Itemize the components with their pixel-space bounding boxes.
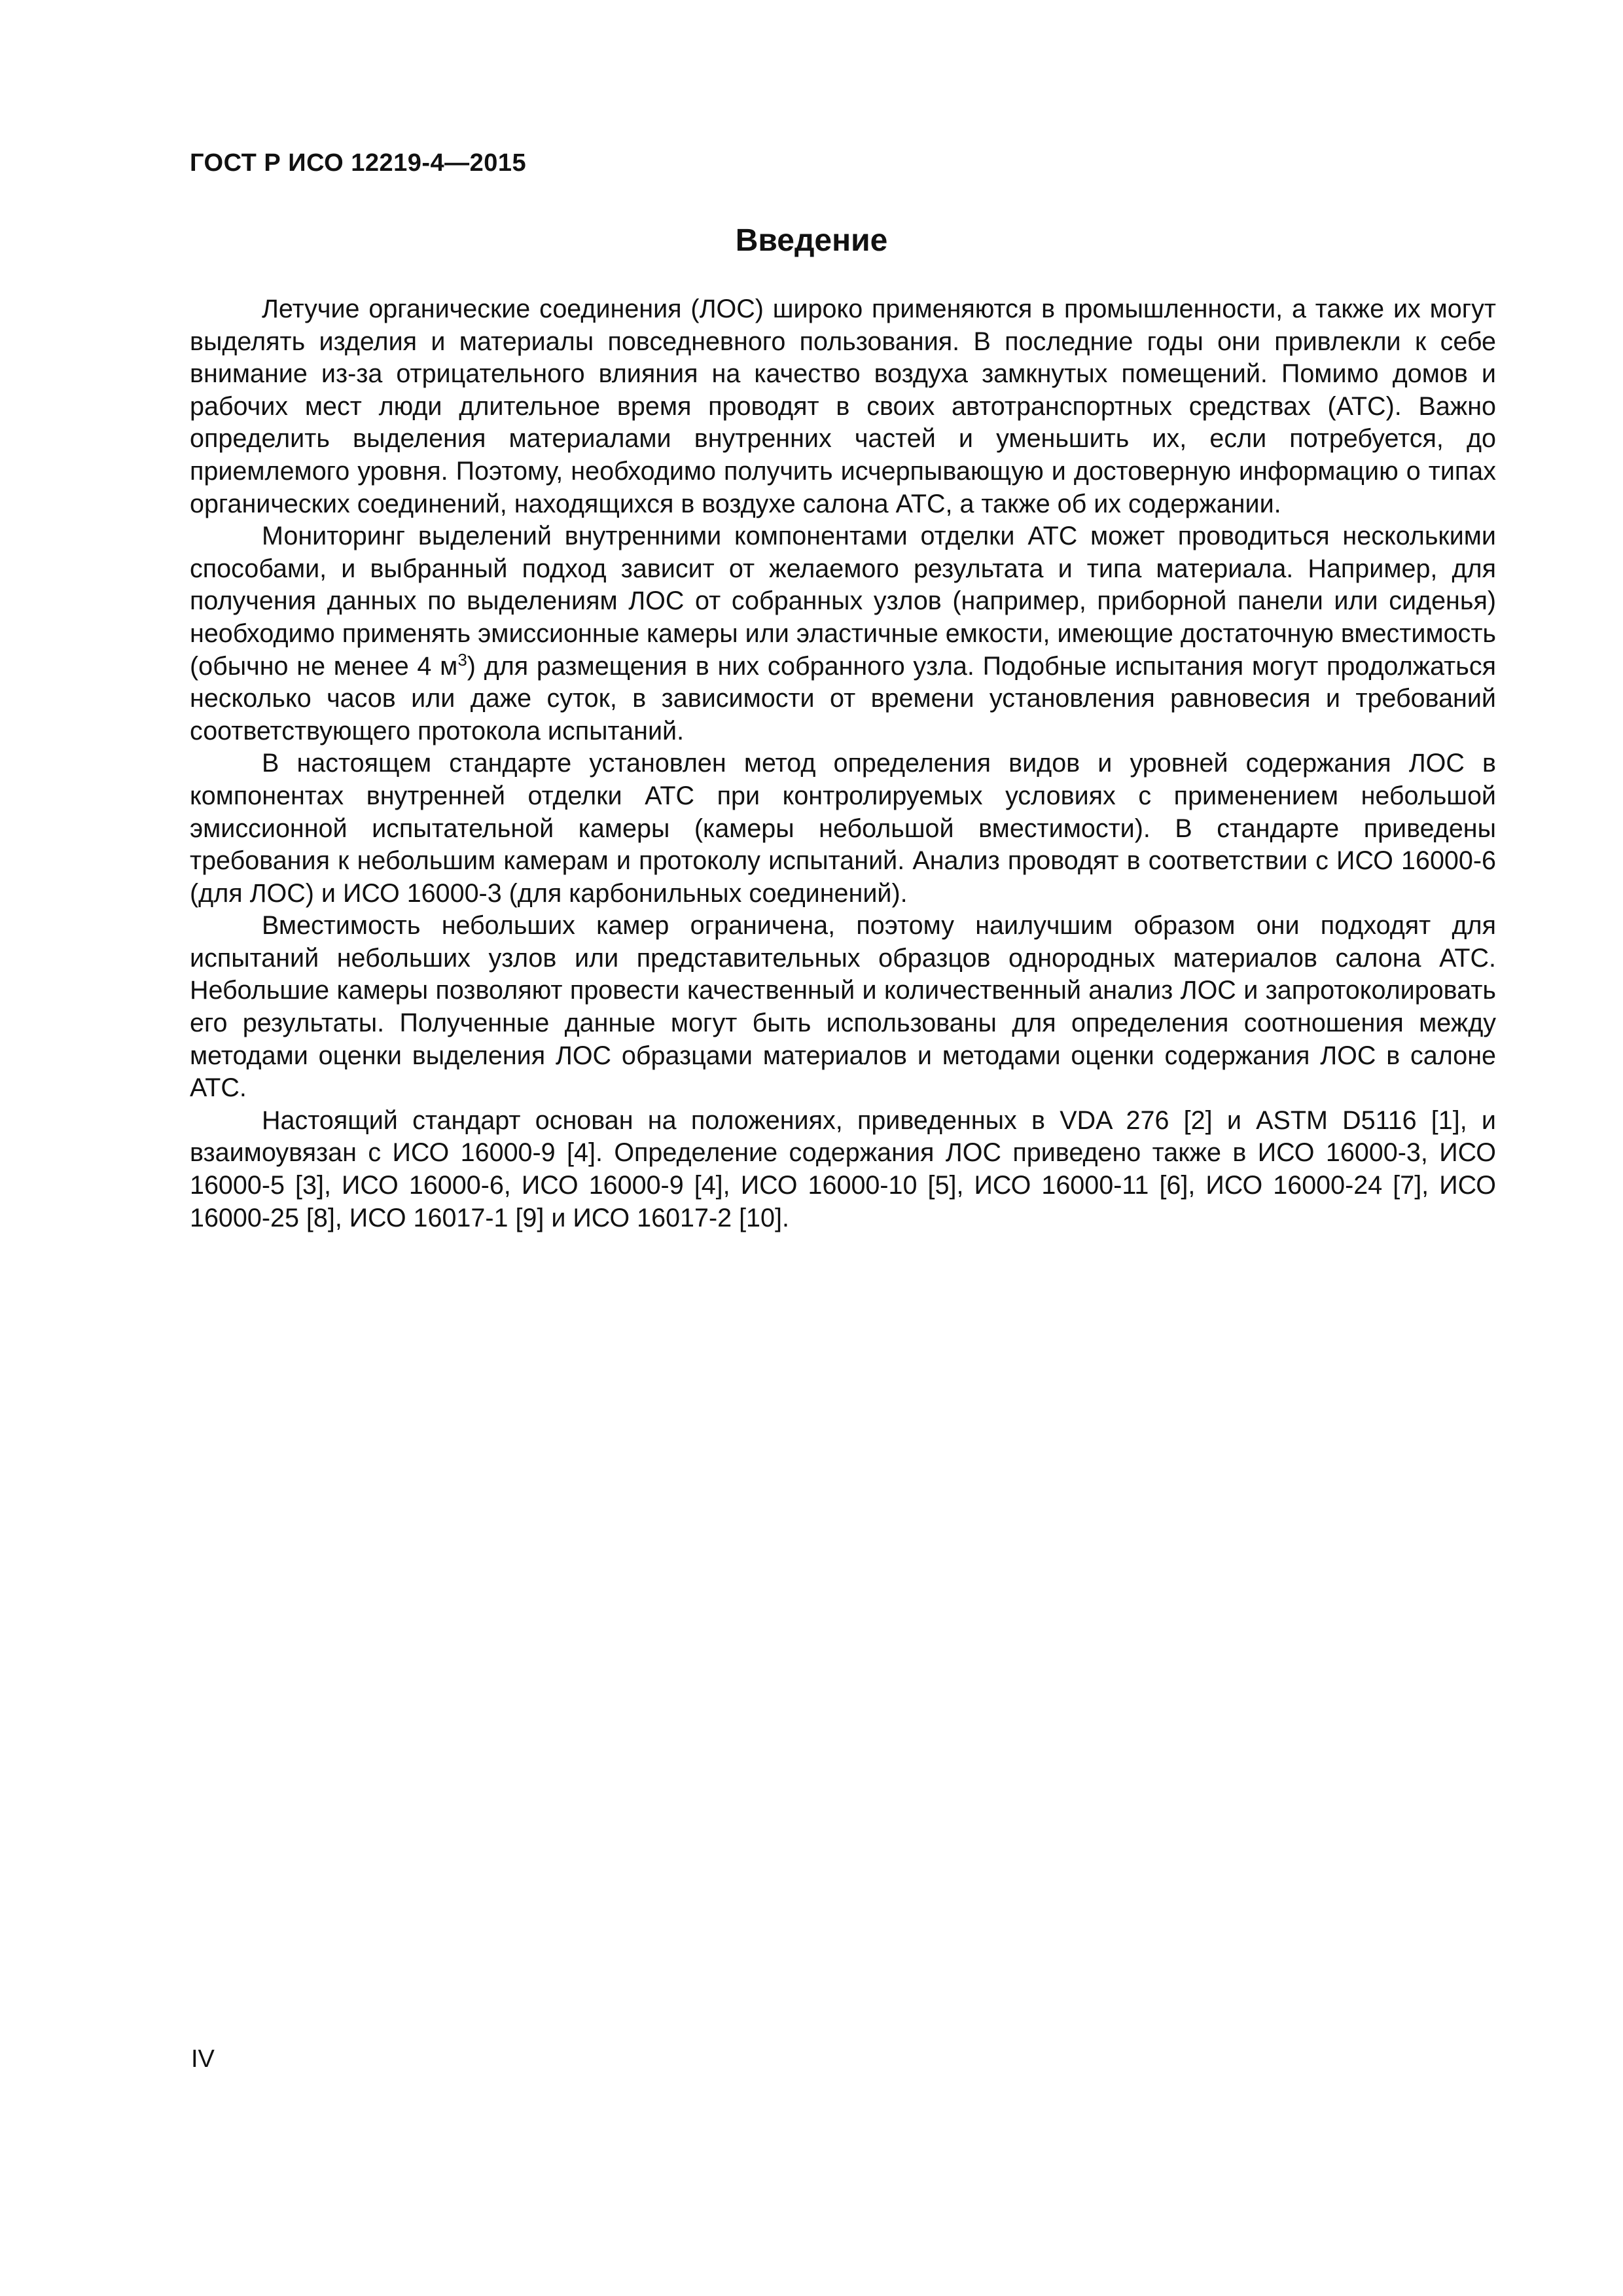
superscript-cube: 3 bbox=[457, 649, 467, 670]
paragraph-3: В настоящем стандарте установлен метод определения видов и уровней содержания ЛОС в компонентах внутренней отделки АТС при контролируемых условиях с применением небольшой эмиссионной испытательной камеры (камеры небольшой вместимости). В стандарте приведены требования к небольшим камерам и протоколу испытаний. Анализ проводят в соответствии с ИСО 16000-6 (для ЛОС) и ИСО 16000-3 (для карбонильных соединений). bbox=[190, 749, 1496, 908]
document-header: ГОСТ Р ИСО 12219-4—2015 bbox=[190, 149, 527, 177]
paragraph-1: Летучие органические соединения (ЛОС) широко применяются в промышленности, а также их могут выделять изделия и материалы повседневного пользования. В последние годы они привлекли к себе внимание из-за отрицательного влияния на качество воздуха замкнутых помещений. Помимо домов и рабочих мест люди длительное время проводят в своих автотранспортных средствах (АТС). Важно определить выделения материалами внутренних частей и уменьшить их, если потребуется, до приемлемого уровня. Поэтому, необходимо получить исчерпывающую и достоверную информацию о типах органических соединений, находящихся в воздухе салона АТС, а также об их содержании. bbox=[190, 295, 1496, 518]
body-text bbox=[190, 293, 1496, 1234]
page-number: IV bbox=[191, 2045, 215, 2073]
paragraph-2 bbox=[190, 520, 1496, 747]
paragraph-2-text-end: ) для размещения в них собранного узла. Подобные испытания могут продолжаться несколько часов или даже суток, в зависимости от времени установления равновесия и требований соответствующего протокола испытаний. bbox=[190, 651, 1496, 745]
paragraph-4: Вместимость небольших камер ограничена, поэтому наилучшим образом они подходят для испытаний небольших узлов или представительных образцов однородных материалов салона АТС. Небольшие камеры позволяют провести качественный и количественный анализ ЛОС и запротоколировать его результаты. Полученные данные могут быть использованы для определения соотношения между методами оценки выделения ЛОС образцами материалов и методами оценки содержания ЛОС в салоне АТС. bbox=[190, 911, 1496, 1103]
section-title: Введение bbox=[735, 223, 888, 258]
paragraph-2-text-start: Мониторинг выделений внутренними компонентами отделки АТС может проводиться несколькими способами, и выбранный подход зависит от желаемого результата и типа материала. Например, для получения данных по выделениям ЛОС от собранных узлов (например, приборной панели или сиденья) необходимо применять эмиссионные камеры или эластичные емкости, имеющие достаточную вместимость (обычно не менее 4 м bbox=[190, 522, 1496, 681]
paragraph-5: Настоящий стандарт основан на положениях, приведенных в VDA 276 [2] и ASTM D5116 [1], и взаимоувязан с ИСО 16000-9 [4]. Определение содержания ЛОС приведено также в ИСО 16000-3, ИСО 16000-5 [3], ИСО 16000-6, ИСО 16000-9 [4], ИСО 16000-10 [5], ИСО 16000-11 [6], ИСО 16000-24 [7], ИСО 16000-25 [8], ИСО 16017-1 [9] и ИСО 16017-2 [10]. bbox=[190, 1105, 1496, 1232]
